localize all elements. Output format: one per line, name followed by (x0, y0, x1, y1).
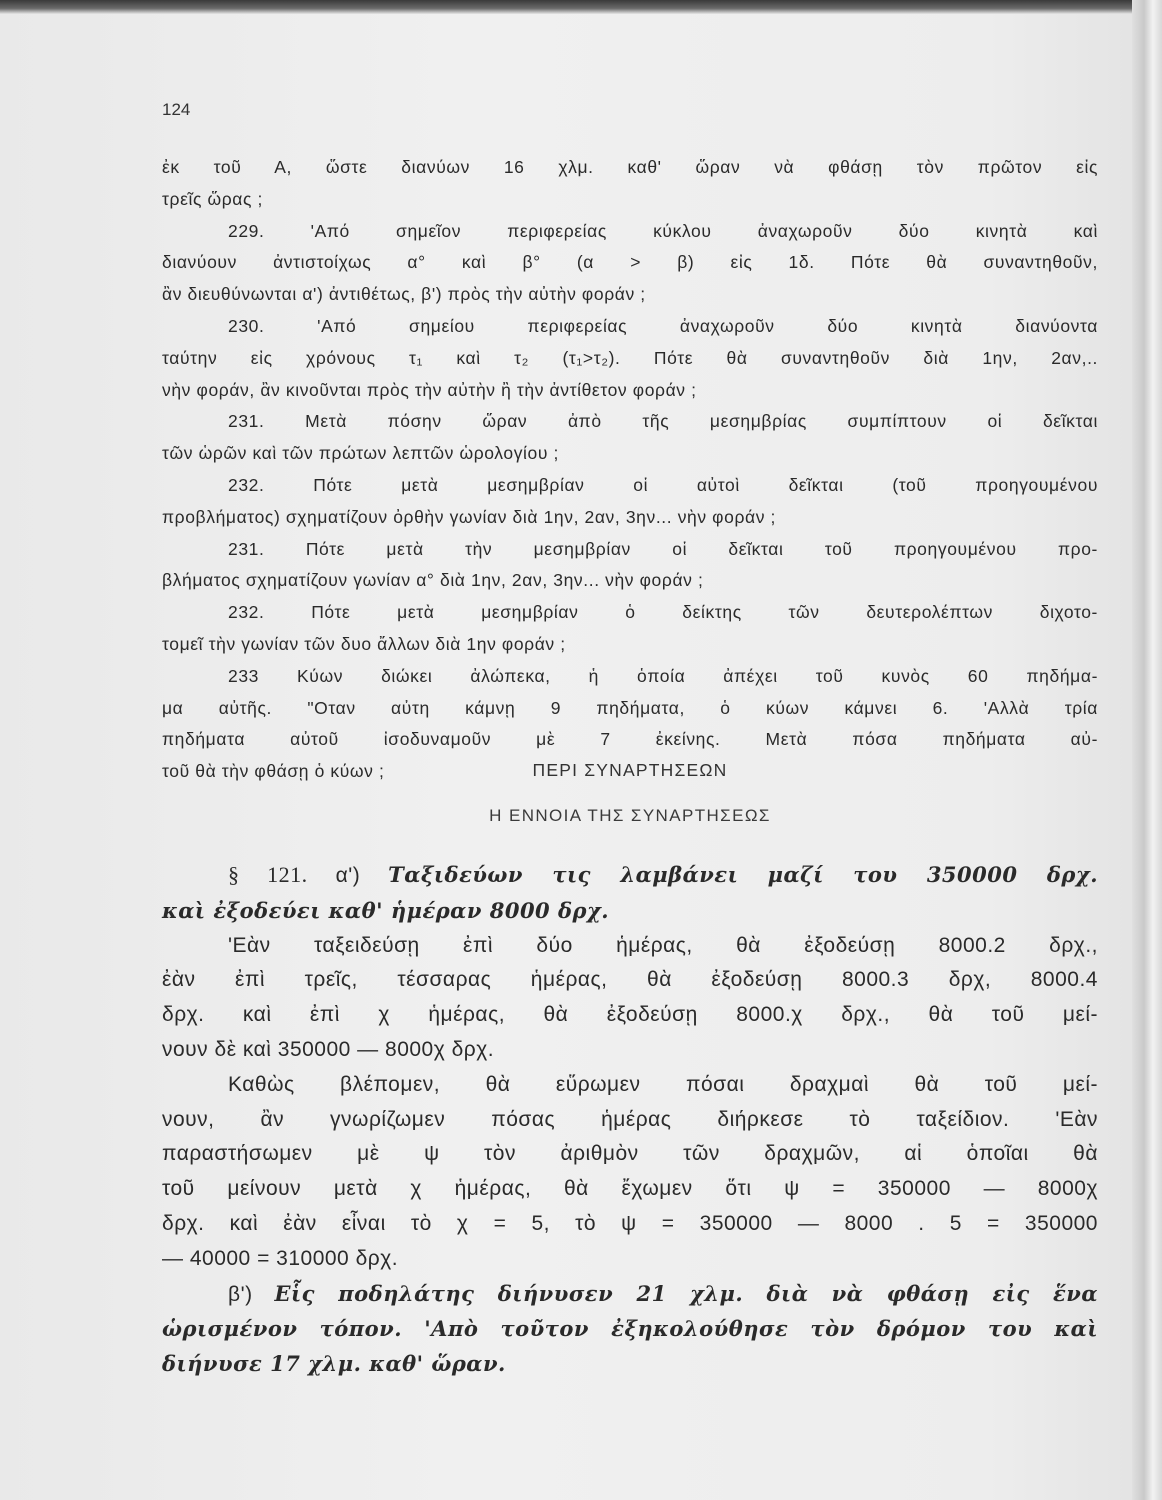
example-label: α') (335, 864, 361, 887)
example-a-statement-cont: καὶ ἐξοδεύει καθ' ἡμέραν 8000 δρχ. (162, 897, 610, 923)
section-heading: Η ΕΝΝΟΙΑ ΤΗΣ ΣΥΝΑΡΤΗΣΕΩΣ (489, 806, 771, 825)
text-line: ἐὰν ἐπὶ τρεῖς, τέσσαρας ἡμέρας, θὰ ἐξοδεύσῃ 8000.3 δρχ, 8000.4 (162, 968, 1098, 992)
text-line: πηδήματα αὐτοῦ ἰσοδυναμοῦν μὲ 7 ἐκείνης. Μετὰ πόσα πηδήματα αὐ- (162, 729, 1098, 750)
scan-top-edge (0, 0, 1162, 14)
text-line: Καθὼς βλέπομεν, θὰ εὕρωμεν πόσαι δραχμαὶ θὰ τοῦ μεί- (228, 1072, 1098, 1096)
example-label: β') (228, 1282, 253, 1306)
exercise-231: 231. Μετὰ πόσην ὥραν ἀπὸ τῆς μεσημβρίας συμπίπτουν οἱ δεῖκται (228, 411, 1098, 432)
text-line: — 40000 = 310000 δρχ. (162, 1246, 399, 1270)
text-line: δρχ. καὶ ἐπὶ χ ἡμέρας, θὰ ἐξοδεύσῃ 8000.χ δρχ., θὰ τοῦ μεί- (162, 1003, 1098, 1027)
text-line: ταύτην εἰς χρόνους τ₁ καὶ τ₂ (τ₁>τ₂). Πότε θὰ συναντηθοῦν διὰ 1ην, 2αν,.. (162, 347, 1098, 368)
exercise-233: 233 Κύων διώκει ἀλώπεκα, ἡ ὁποία ἀπέχει τοῦ κυνὸς 60 πηδήμα- (228, 665, 1098, 686)
text-line: τοῦ μείνουν μετὰ χ ἡμέρας, θὰ ἔχωμεν ὅτι ψ = 350000 — 8000χ (162, 1177, 1098, 1201)
text-line: προβλήματος) σχηματίζουν ὀρθὴν γωνίαν διὰ 1ην, 2αν, 3ην... νὴν φοράν ; (162, 506, 777, 527)
example-b-statement-cont: ὡρισμένον τόπον. 'Απὸ τοῦτον ἐξηκολούθησε τὸν δρόμον του καὶ (162, 1316, 1098, 1342)
text-line: τρεῖς ὥρας ; (162, 188, 263, 209)
text-line: 'Εὰν ταξειδεύσῃ ἐπὶ δύο ἡμέρας, θὰ ἐξοδεύσῃ 8000.2 δρχ., (228, 933, 1098, 957)
example-b-statement-end: διήνυσε 17 χλμ. καθ' ὥραν. (162, 1351, 506, 1377)
exercise-list (162, 152, 1098, 788)
text-line: δρχ. καὶ ἐὰν εἶναι τὸ χ = 5, τὸ ψ = 350000 — 8000 . 5 = 350000 (162, 1211, 1098, 1235)
exercise-231b: 231. Πότε μετὰ τὴν μεσημβρίαν οἱ δεῖκται τοῦ προηγουμένου προ- (228, 538, 1098, 559)
text-line: νουν, ἂν γνωρίζωμεν πόσας ἡμέρας διήρκεσε τὸ ταξείδιον. 'Εὰν (162, 1107, 1098, 1131)
text-line: ἂν διευθύνωνται α') ἀντιθέτως, β') πρὸς τὴν αὐτὴν φοράν ; (162, 284, 646, 305)
section-number: § 121. (228, 862, 308, 887)
text-line: νὴν φοράν, ἂν κινοῦνται πρὸς τὴν αὐτὴν ἢ τὴν ἀντίθετον φοράν ; (162, 379, 697, 400)
text-line: βλήματος σχηματίζουν γωνίαν α° διὰ 1ην, 2αν, 3ην... νὴν φοράν ; (162, 570, 704, 591)
page-number: 124 (162, 100, 191, 119)
exercise-232b: 232. Πότε μετὰ μεσημβρίαν ὁ δείκτης τῶν δευτερολέπτων διχοτο- (228, 602, 1098, 623)
text-line: ἐκ τοῦ Α, ὥστε διανύων 16 χλμ. καθ' ὥραν νὰ φθάσῃ τὸν πρῶτον εἰς (162, 157, 1098, 177)
exercise-229: 229. 'Από σημεῖον περιφερείας κύκλου ἀναχωροῦν δύο κινητὰ καὶ (228, 220, 1098, 241)
text-line: τομεῖ τὴν γωνίαν τῶν δυο ἄλλων διὰ 1ην φοράν ; (162, 633, 566, 654)
text-line: τοῦ θὰ τὴν φθάσῃ ὁ κύων ; (162, 761, 385, 782)
example-a-title (162, 858, 1098, 894)
example-a-statement: Ταξιδεύων τις λαμβάνει μαζί του 350000 δρχ. (388, 862, 1099, 887)
exercise-230: 230. 'Από σημείου περιφερείας ἀναχωροῦν δύο κινητὰ διανύοντα (228, 315, 1098, 336)
text-line: παραστήσωμεν μὲ ψ τὸν ἀριθμὸν τῶν δραχμῶν, αἱ ὁποῖαι θὰ (162, 1142, 1098, 1166)
text-line: μα αὐτῆς. "Οταν αὐτη κάμνῃ 9 πηδήματα, ὁ κύων κάμνει 6. 'Αλλὰ τρία (162, 697, 1098, 718)
text-line: νουν δὲ καὶ 350000 — 8000χ δρχ. (162, 1037, 495, 1061)
example-b-title (162, 1277, 1098, 1313)
exercise-232: 232. Πότε μετὰ μεσημβρίαν οἱ αὐτοὶ δεῖκται (τοῦ προηγουμένου (228, 474, 1098, 495)
scan-right-edge (1132, 0, 1162, 1500)
text-line: διανύουν ἀντιστοίχως α° καὶ β° (α > β) εἰς 1δ. Πότε θὰ συναντηθοῦν, (162, 252, 1098, 273)
chapter-heading: ΠΕΡΙ ΣΥΝΑΡΤΗΣΕΩΝ (532, 760, 728, 780)
example-b-statement: Εἷς ποδηλάτης διήνυσεν 21 χλμ. διὰ νὰ φθάσῃ εἰς ἕνα (274, 1280, 1098, 1306)
text-line: τῶν ὡρῶν καὶ τῶν πρώτων λεπτῶν ὡρολογίου ; (162, 443, 559, 464)
section-121 (162, 858, 1098, 1382)
